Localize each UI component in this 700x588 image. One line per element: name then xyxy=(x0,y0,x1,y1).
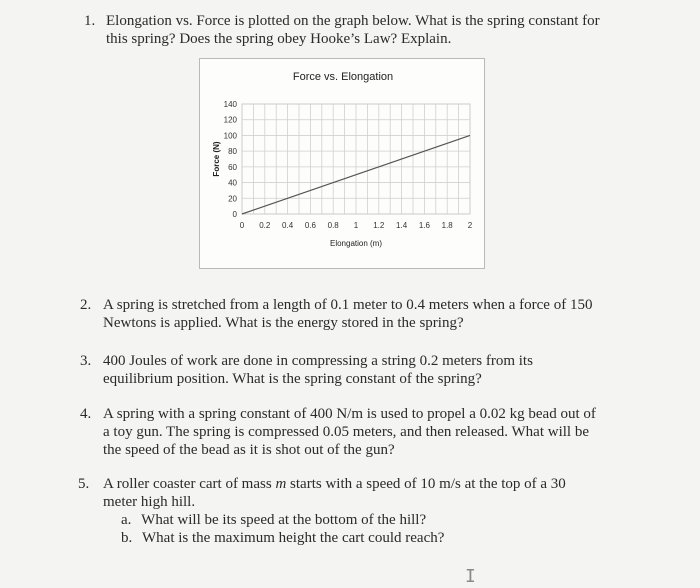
question-text-line: a toy gun. The spring is compressed 0.05 meters, and then released. What will be xyxy=(103,424,589,440)
question-1 xyxy=(84,12,684,52)
subquestion-b xyxy=(121,529,444,547)
question-text-line: Newtons is applied. What is the energy stored in the spring? xyxy=(103,315,464,331)
question-5 xyxy=(78,475,688,515)
question-text-line: the speed of the bead as it is shot out of the gun? xyxy=(103,442,395,458)
question-number: 1. xyxy=(84,13,96,29)
subquestion-text: What will be its speed at the bottom of the hill? xyxy=(141,512,427,528)
chart-title: Force vs. Elongation xyxy=(292,71,394,83)
y-tick-label: 80 xyxy=(228,147,237,157)
y-tick-label: 0 xyxy=(232,210,237,219)
question-text-line: A roller coaster cart of mass m starts with a speed of 10 m/s at the top of a 30 xyxy=(103,476,566,492)
x-tick-label: 1.2 xyxy=(373,221,385,230)
x-tick-label: 0.4 xyxy=(282,221,294,230)
subquestion-label: b. xyxy=(121,530,133,546)
x-axis-label: Elongation (m) xyxy=(329,239,383,248)
question-text-line: equilibrium position. What is the spring constant of the spring? xyxy=(103,371,482,387)
subquestion-text: What is the maximum height the cart could reach? xyxy=(142,530,445,546)
y-tick-label: 100 xyxy=(223,131,237,141)
x-tick-label: 1.8 xyxy=(441,221,453,230)
mass-variable: m xyxy=(275,476,287,492)
force-elongation-chart xyxy=(199,58,485,269)
question-text-line: 400 Joules of work are done in compressing a string 0.2 meters from its xyxy=(103,353,533,369)
x-tick-label: 0.8 xyxy=(327,221,339,230)
question-text-line: A spring with a spring constant of 400 N/m is used to propel a 0.02 kg bead out of xyxy=(103,406,596,422)
x-tick-label: 1.4 xyxy=(396,221,408,230)
chart-canvas xyxy=(200,59,486,270)
y-axis-label: Force (N) xyxy=(212,141,221,177)
y-tick-label: 60 xyxy=(228,162,237,172)
subquestion-a xyxy=(121,511,426,529)
y-tick-label: 140 xyxy=(223,100,237,109)
x-tick-label: 2 xyxy=(467,221,473,230)
x-tick-label: 0.2 xyxy=(259,221,271,230)
question-3 xyxy=(80,352,690,392)
question-text-line: meter high hill. xyxy=(103,494,196,510)
question-text-line: A spring is stretched from a length of 0.1 meter to 0.4 meters when a force of 150 xyxy=(103,297,593,313)
x-tick-label: 0 xyxy=(239,221,245,230)
subquestion-label: a. xyxy=(121,512,132,528)
question-2 xyxy=(80,296,690,336)
x-tick-label: 1.6 xyxy=(418,221,430,230)
question-number: 2. xyxy=(80,297,92,313)
x-tick-label: 1 xyxy=(353,221,359,230)
question-number: 4. xyxy=(80,406,92,422)
question-number: 3. xyxy=(80,353,92,369)
question-text-line: Elongation vs. Force is plotted on the graph below. What is the spring constant for xyxy=(106,13,600,29)
y-tick-label: 120 xyxy=(223,115,237,125)
text-cursor-icon: I xyxy=(465,566,476,587)
x-tick-label: 0.6 xyxy=(304,221,316,230)
y-tick-label: 40 xyxy=(228,178,237,188)
question-number: 5. xyxy=(78,476,90,492)
y-tick-label: 20 xyxy=(228,194,237,204)
question-text-line: this spring? Does the spring obey Hooke’s Law? Explain. xyxy=(106,31,452,47)
question-4 xyxy=(80,405,690,463)
